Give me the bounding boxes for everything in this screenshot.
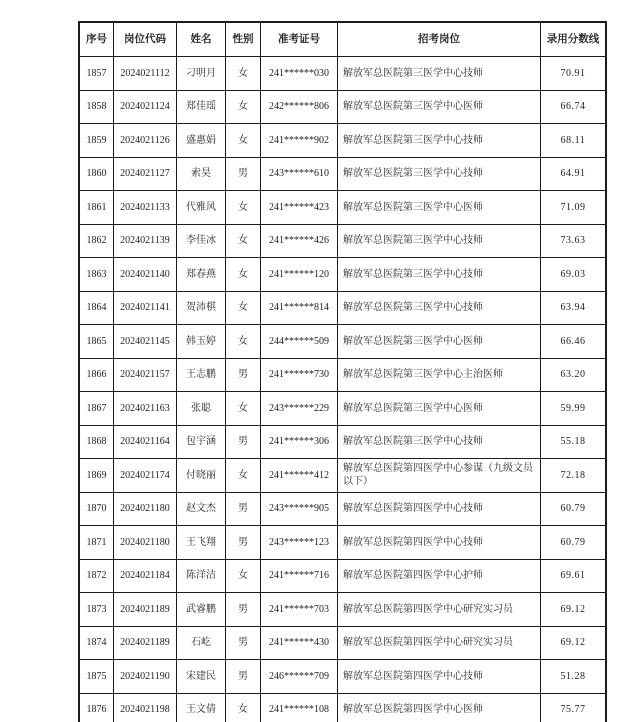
cell-gender: 男 — [226, 358, 261, 392]
table-row — [79, 526, 606, 560]
cell-position: 解放军总医院第四医学中心研究实习员 — [338, 626, 541, 660]
recruitment-score-table — [78, 21, 607, 722]
table-header-row — [79, 22, 606, 57]
table-row — [79, 660, 606, 694]
cell-name: 王文倩 — [177, 693, 226, 722]
cell-name: 代雅风 — [177, 191, 226, 225]
cell-score: 59.99 — [541, 392, 607, 426]
table-row — [79, 90, 606, 124]
cell-score: 60.79 — [541, 526, 607, 560]
cell-code: 2024021140 — [114, 258, 177, 292]
cell-ticket: 243******123 — [261, 526, 338, 560]
cell-name: 付晓丽 — [177, 459, 226, 493]
cell-gender: 女 — [226, 90, 261, 124]
cell-position: 解放军总医院第三医学中心技师 — [338, 258, 541, 292]
column-header-code: 岗位代码 — [114, 22, 177, 57]
table-row — [79, 425, 606, 459]
cell-gender: 男 — [226, 425, 261, 459]
cell-name: 包宇涵 — [177, 425, 226, 459]
cell-score: 69.61 — [541, 559, 607, 593]
table-row — [79, 626, 606, 660]
cell-ticket: 241******716 — [261, 559, 338, 593]
cell-serial: 1871 — [79, 526, 114, 560]
table-header — [79, 22, 606, 57]
cell-code: 2024021112 — [114, 57, 177, 91]
cell-ticket: 244******509 — [261, 325, 338, 359]
table-row — [79, 57, 606, 91]
cell-code: 2024021184 — [114, 559, 177, 593]
cell-serial: 1862 — [79, 224, 114, 258]
table-row — [79, 258, 606, 292]
table-row — [79, 392, 606, 426]
cell-name: 赵文杰 — [177, 492, 226, 526]
cell-position: 解放军总医院第三医学中心技师 — [338, 57, 541, 91]
cell-serial: 1869 — [79, 459, 114, 493]
cell-ticket: 241******423 — [261, 191, 338, 225]
cell-gender: 男 — [226, 157, 261, 191]
cell-code: 2024021141 — [114, 291, 177, 325]
cell-name: 盛惠娟 — [177, 124, 226, 158]
cell-serial: 1859 — [79, 124, 114, 158]
cell-position: 解放军总医院第三医学中心医师 — [338, 325, 541, 359]
cell-code: 2024021145 — [114, 325, 177, 359]
cell-gender: 男 — [226, 492, 261, 526]
cell-position: 解放军总医院第三医学中心技师 — [338, 291, 541, 325]
cell-ticket: 241******902 — [261, 124, 338, 158]
cell-position: 解放军总医院第三医学中心医师 — [338, 191, 541, 225]
cell-ticket: 241******306 — [261, 425, 338, 459]
cell-gender: 女 — [226, 57, 261, 91]
cell-position: 解放军总医院第四医学中心技师 — [338, 492, 541, 526]
table-row — [79, 191, 606, 225]
cell-name: 王飞翔 — [177, 526, 226, 560]
cell-gender: 男 — [226, 593, 261, 627]
cell-gender: 女 — [226, 693, 261, 722]
table-row — [79, 124, 606, 158]
cell-score: 51.28 — [541, 660, 607, 694]
cell-serial: 1861 — [79, 191, 114, 225]
cell-gender: 女 — [226, 459, 261, 493]
cell-score: 66.74 — [541, 90, 607, 124]
cell-score: 70.91 — [541, 57, 607, 91]
cell-code: 2024021163 — [114, 392, 177, 426]
cell-serial: 1866 — [79, 358, 114, 392]
cell-serial: 1875 — [79, 660, 114, 694]
column-header-gender: 性别 — [226, 22, 261, 57]
cell-ticket: 241******426 — [261, 224, 338, 258]
cell-code: 2024021190 — [114, 660, 177, 694]
cell-name: 韩玉婷 — [177, 325, 226, 359]
cell-score: 55.18 — [541, 425, 607, 459]
cell-code: 2024021174 — [114, 459, 177, 493]
cell-serial: 1870 — [79, 492, 114, 526]
table-row — [79, 358, 606, 392]
cell-serial: 1867 — [79, 392, 114, 426]
cell-score: 63.94 — [541, 291, 607, 325]
cell-gender: 男 — [226, 526, 261, 560]
cell-score: 66.46 — [541, 325, 607, 359]
cell-code: 2024021164 — [114, 425, 177, 459]
cell-score: 69.03 — [541, 258, 607, 292]
cell-score: 71.09 — [541, 191, 607, 225]
cell-gender: 男 — [226, 626, 261, 660]
cell-code: 2024021139 — [114, 224, 177, 258]
cell-code: 2024021189 — [114, 626, 177, 660]
cell-position: 解放军总医院第三医学中心技师 — [338, 224, 541, 258]
cell-name: 郑佳瑶 — [177, 90, 226, 124]
cell-position: 解放军总医院第三医学中心主治医师 — [338, 358, 541, 392]
cell-code: 2024021124 — [114, 90, 177, 124]
cell-gender: 男 — [226, 660, 261, 694]
column-header-ticket: 准考证号 — [261, 22, 338, 57]
cell-position: 解放军总医院第四医学中心技师 — [338, 660, 541, 694]
cell-gender: 女 — [226, 224, 261, 258]
column-header-score: 录用分数线 — [541, 22, 607, 57]
cell-score: 63.20 — [541, 358, 607, 392]
cell-position: 解放军总医院第四医学中心技师 — [338, 526, 541, 560]
table-row — [79, 559, 606, 593]
cell-score: 60.79 — [541, 492, 607, 526]
cell-name: 郑春燕 — [177, 258, 226, 292]
cell-ticket: 241******030 — [261, 57, 338, 91]
cell-ticket: 241******730 — [261, 358, 338, 392]
cell-serial: 1860 — [79, 157, 114, 191]
cell-position: 解放军总医院第三医学中心技师 — [338, 425, 541, 459]
cell-serial: 1876 — [79, 693, 114, 722]
cell-name: 贺沛棋 — [177, 291, 226, 325]
cell-name: 索昊 — [177, 157, 226, 191]
cell-score: 64.91 — [541, 157, 607, 191]
column-header-name: 姓名 — [177, 22, 226, 57]
cell-ticket: 242******806 — [261, 90, 338, 124]
cell-ticket: 241******814 — [261, 291, 338, 325]
cell-gender: 女 — [226, 559, 261, 593]
cell-ticket: 241******703 — [261, 593, 338, 627]
cell-ticket: 243******229 — [261, 392, 338, 426]
cell-code: 2024021127 — [114, 157, 177, 191]
table-row — [79, 224, 606, 258]
cell-name: 王志鹏 — [177, 358, 226, 392]
cell-ticket: 241******108 — [261, 693, 338, 722]
cell-ticket: 241******430 — [261, 626, 338, 660]
cell-code: 2024021157 — [114, 358, 177, 392]
cell-gender: 女 — [226, 325, 261, 359]
cell-ticket: 243******905 — [261, 492, 338, 526]
cell-serial: 1874 — [79, 626, 114, 660]
cell-serial: 1863 — [79, 258, 114, 292]
cell-gender: 女 — [226, 191, 261, 225]
cell-gender: 女 — [226, 291, 261, 325]
table-body — [79, 57, 606, 722]
cell-serial: 1857 — [79, 57, 114, 91]
cell-ticket: 243******610 — [261, 157, 338, 191]
cell-position: 解放军总医院第四医学中心护师 — [338, 559, 541, 593]
cell-code: 2024021133 — [114, 191, 177, 225]
cell-serial: 1873 — [79, 593, 114, 627]
table-row — [79, 693, 606, 722]
cell-code: 2024021126 — [114, 124, 177, 158]
cell-code: 2024021180 — [114, 492, 177, 526]
cell-score: 69.12 — [541, 626, 607, 660]
cell-score: 69.12 — [541, 593, 607, 627]
cell-score: 75.77 — [541, 693, 607, 722]
cell-code: 2024021180 — [114, 526, 177, 560]
table-row — [79, 157, 606, 191]
cell-serial: 1858 — [79, 90, 114, 124]
cell-position: 解放军总医院第四医学中心参谋（九级文员以下） — [338, 459, 541, 493]
table-row — [79, 593, 606, 627]
cell-name: 张聪 — [177, 392, 226, 426]
cell-score: 68.11 — [541, 124, 607, 158]
cell-position: 解放军总医院第四医学中心研究实习员 — [338, 593, 541, 627]
cell-name: 武睿鹏 — [177, 593, 226, 627]
cell-position: 解放军总医院第三医学中心医师 — [338, 90, 541, 124]
cell-score: 73.63 — [541, 224, 607, 258]
cell-serial: 1865 — [79, 325, 114, 359]
cell-gender: 女 — [226, 124, 261, 158]
cell-name: 石屹 — [177, 626, 226, 660]
table-row — [79, 492, 606, 526]
cell-gender: 女 — [226, 392, 261, 426]
cell-code: 2024021198 — [114, 693, 177, 722]
column-header-position: 招考岗位 — [338, 22, 541, 57]
table-row — [79, 459, 606, 493]
cell-position: 解放军总医院第三医学中心技师 — [338, 157, 541, 191]
cell-score: 72.18 — [541, 459, 607, 493]
cell-serial: 1872 — [79, 559, 114, 593]
cell-serial: 1864 — [79, 291, 114, 325]
cell-position: 解放军总医院第三医学中心技师 — [338, 124, 541, 158]
cell-serial: 1868 — [79, 425, 114, 459]
cell-position: 解放军总医院第三医学中心医师 — [338, 392, 541, 426]
column-header-serial: 序号 — [79, 22, 114, 57]
cell-ticket: 241******120 — [261, 258, 338, 292]
cell-ticket: 241******412 — [261, 459, 338, 493]
cell-position: 解放军总医院第四医学中心医师 — [338, 693, 541, 722]
cell-name: 宋建民 — [177, 660, 226, 694]
cell-gender: 女 — [226, 258, 261, 292]
cell-name: 李佳冰 — [177, 224, 226, 258]
table-row — [79, 325, 606, 359]
cell-code: 2024021189 — [114, 593, 177, 627]
cell-name: 陈洋洁 — [177, 559, 226, 593]
table-row — [79, 291, 606, 325]
cell-ticket: 246******709 — [261, 660, 338, 694]
cell-name: 刁明月 — [177, 57, 226, 91]
